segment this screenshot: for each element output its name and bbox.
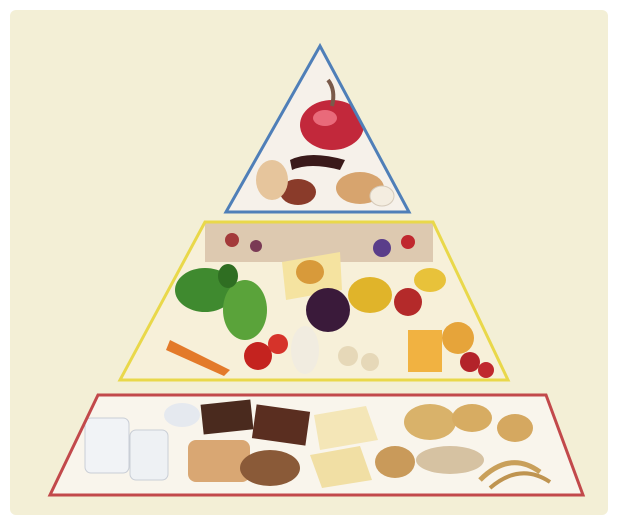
potato-illustration [497, 414, 533, 442]
cherry-illustration [478, 362, 494, 378]
roll-illustration [375, 446, 415, 478]
egg-illustration [370, 186, 394, 206]
mushroom-illustration [338, 346, 358, 366]
food-pyramid-diagram [10, 10, 608, 515]
bread-slice-illustration [188, 440, 250, 482]
cherry-illustration [401, 235, 415, 249]
yogurt-illustration [130, 430, 168, 480]
pepper-green-illustration [218, 264, 238, 288]
peach-illustration [414, 268, 446, 292]
pyramid-canvas [10, 10, 608, 515]
berry-illustration [250, 240, 262, 252]
apple-illustration [394, 288, 422, 316]
grapes-illustration [373, 239, 391, 257]
leek-illustration [223, 280, 267, 340]
mushroom-illustration [361, 353, 379, 371]
orange-illustration [442, 322, 474, 354]
onion-illustration [296, 260, 324, 284]
pepper-yellow-illustration [348, 277, 392, 313]
juice-illustration [408, 330, 442, 372]
milk-illustration [164, 403, 200, 427]
pyramid-tier-top [226, 46, 409, 212]
cherry-illustration [460, 352, 480, 372]
ham-highlight [313, 110, 337, 126]
potato-illustration [452, 404, 492, 432]
potato-illustration [404, 404, 456, 440]
grain-illustration [416, 446, 484, 474]
pyramid-tier-middle [120, 222, 508, 380]
tomato-illustration [268, 334, 288, 354]
berry-illustration [225, 233, 239, 247]
tomato-illustration [244, 342, 272, 370]
poultry-illustration [256, 160, 288, 200]
bread-roll-illustration [240, 450, 300, 486]
eggplant-illustration [306, 288, 350, 332]
milk-glass-illustration [85, 418, 129, 473]
pyramid-tier-bottom [50, 395, 583, 495]
chocolate-illustration [201, 399, 254, 434]
celery-illustration [291, 326, 319, 374]
